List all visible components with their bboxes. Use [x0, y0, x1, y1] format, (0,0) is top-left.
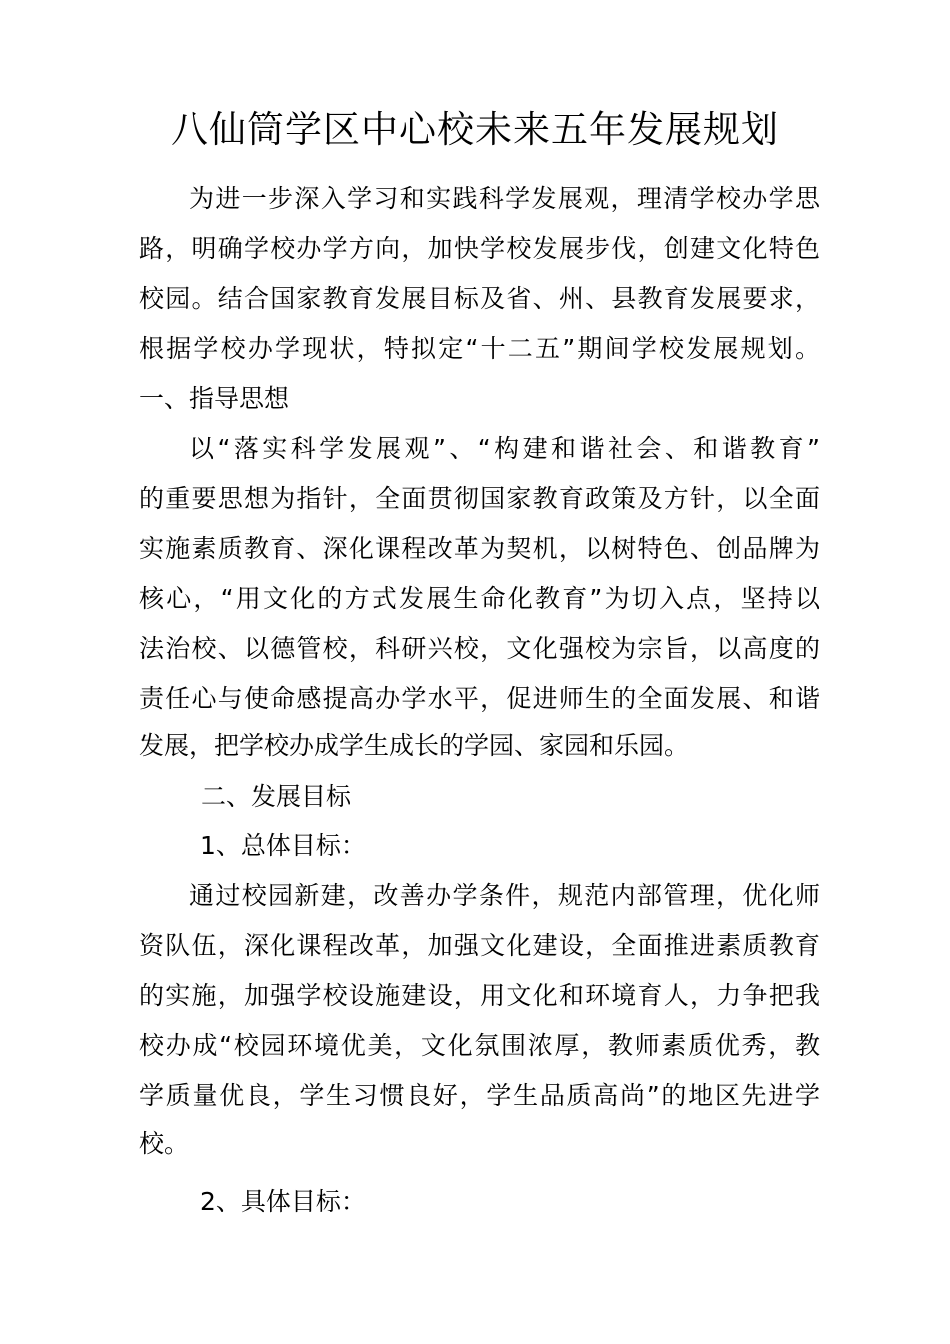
- goal-line-2: 资队伍，深化课程改革，加强文化建设，全面推进素质教育: [139, 931, 820, 960]
- goal-line-3: 的实施，加强学校设施建设，用文化和环境育人，力争把我: [139, 981, 820, 1010]
- section-heading-guiding-ideology: 一、指导思想: [139, 384, 290, 413]
- section1-line-4: 核心，“用文化的方式发展生命化教育”为切入点，坚持以: [139, 584, 820, 613]
- intro-line-3: 校园。结合国家教育发展目标及省、州、县教育发展要求，: [139, 284, 820, 313]
- goal-line-1: 通过校园新建，改善办学条件，规范内部管理，优化师: [189, 881, 820, 910]
- goal-line-4: 校办成“校园环境优美，文化氛围浓厚，教师素质优秀，教: [139, 1031, 820, 1060]
- document-title: 八仙筒学区中心校未来五年发展规划: [171, 108, 779, 151]
- subheading-overall-goal: 1、总体目标：: [200, 831, 366, 860]
- section1-line-1: 以“落实科学发展观”、“构建和谐社会、和谐教育”: [189, 434, 820, 463]
- section1-line-2: 的重要思想为指针，全面贯彻国家教育政策及方针，以全面: [139, 484, 820, 513]
- section1-line-5: 法治校、以德管校，科研兴校，文化强校为宗旨，以高度的: [139, 634, 820, 663]
- intro-line-1: 为进一步深入学习和实践科学发展观，理清学校办学思: [189, 184, 820, 213]
- goal-line-5: 学质量优良，学生习惯良好，学生品质高尚”的地区先进学: [139, 1081, 820, 1110]
- section1-line-3: 实施素质教育、深化课程改革为契机，以树特色、创品牌为: [139, 534, 820, 563]
- intro-line-4: 根据学校办学现状，特拟定“十二五”期间学校发展规划。: [139, 334, 820, 363]
- section1-line-6: 责任心与使命感提高办学水平，促进师生的全面发展、和谐: [139, 684, 820, 713]
- section1-line-7: 发展，把学校办成学生成长的学园、家园和乐园。: [139, 731, 690, 760]
- intro-line-2: 路，明确学校办学方向，加快学校发展步伐，创建文化特色: [139, 234, 820, 263]
- subheading-specific-goals: 2、具体目标：: [200, 1187, 366, 1216]
- section-heading-development-goals: 二、发展目标: [201, 782, 352, 811]
- goal-line-6: 校。: [139, 1129, 190, 1158]
